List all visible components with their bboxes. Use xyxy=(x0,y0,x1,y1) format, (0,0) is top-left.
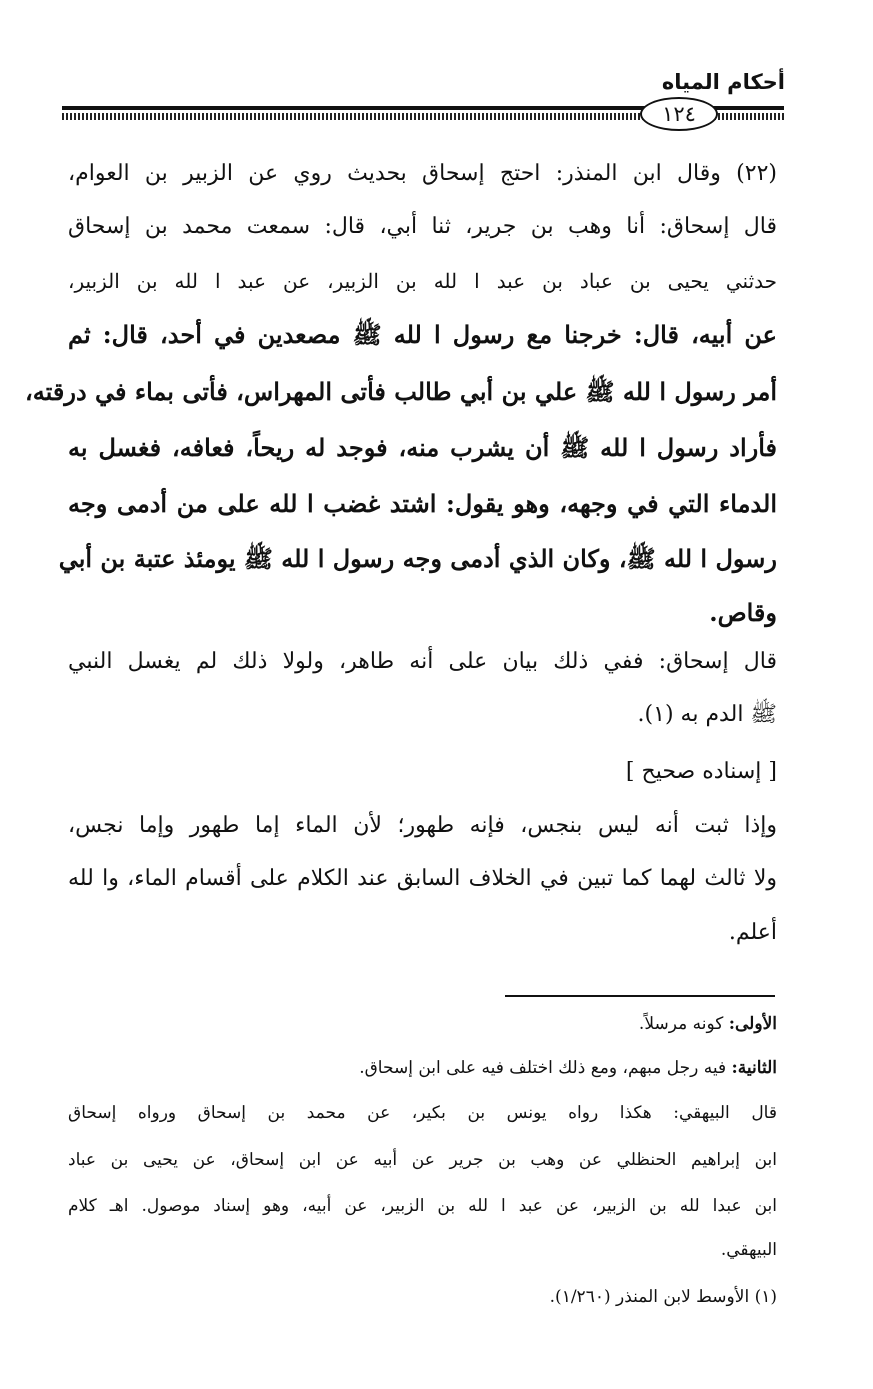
body-line: قال إسحاق: أنا وهب بن جرير، ثنا أبي، قال: سمعت محمد بن إسحاق xyxy=(68,214,777,239)
hadith-line: أمر رسول ا لله ﷺ علي بن أبي طالب فأتى المهراس، فأتى بماء في درقته، xyxy=(25,377,777,406)
footnote-line: قال البيهقي: هكذا رواه يونس بن بكير، عن محمد بن إسحاق ورواه إسحاق xyxy=(68,1103,777,1123)
hadith-line: الدماء التي في وجهه، وهو يقول: اشتد غضب ا لله على من أدمى وجه xyxy=(68,489,777,518)
footnote-label: الثانية: xyxy=(731,1058,777,1078)
body-line: (٢٢) وقال ابن المنذر: احتج إسحاق بحديث روي عن الزبير بن العوام، xyxy=(68,161,777,186)
grading-note: [ إسناده صحيح ] xyxy=(625,759,777,784)
body-line: وإذا ثبت أنه ليس بنجس، فإنه طهور؛ لأن الماء إما طهور وإما نجس، xyxy=(68,813,777,838)
body-line: حدثني يحيى بن عباد بن عبد ا لله بن الزبير، عن عبد ا لله بن الزبير، xyxy=(68,269,777,293)
footnote-label: الأولى: xyxy=(728,1014,777,1034)
footnote-text: كونه مرسلاً. xyxy=(638,1014,724,1034)
hadith-line: وقاص. xyxy=(709,598,777,627)
footnote-line: ابن عبدا لله بن الزبير، عن عبد ا لله بن الزبير، عن أبيه، وهو إسناد موصول. اهـ كلام xyxy=(68,1196,777,1216)
footnote-line: ابن إبراهيم الحنظلي عن وهب بن جرير عن أبيه عن ابن إسحاق، عن يحيى بن عباد xyxy=(68,1150,777,1170)
body-line: ولا ثالث لهما كما تبين في الخلاف السابق عند الكلام على أقسام الماء، وا لله xyxy=(68,866,777,891)
hadith-line: فأراد رسول ا لله ﷺ أن يشرب منه، فوجد له ريحاً، فعافه، فغسل به xyxy=(68,433,777,462)
running-header-title: أحكام المياه xyxy=(661,70,785,94)
footnote-reference: (١) الأوسط لابن المنذر (١/٢٦٠). xyxy=(549,1287,777,1307)
footnote-line: البيهقي. xyxy=(720,1240,777,1260)
footnote-second xyxy=(359,1055,777,1081)
footnote-text: فيه رجل مبهم، ومع ذلك اختلف فيه على ابن إسحاق. xyxy=(359,1058,727,1078)
body-line: ﷺ الدم به (١). xyxy=(637,702,777,727)
page-number: ١٢٤ xyxy=(640,97,718,131)
footnote-separator xyxy=(505,995,775,997)
hadith-line: رسول ا لله ﷺ، وكان الذي أدمى وجه رسول ا لله ﷺ يومئذ عتبة بن أبي xyxy=(58,544,777,573)
hadith-line: عن أبيه، قال: خرجنا مع رسول ا لله ﷺ مصعدين في أحد، قال: ثم xyxy=(68,320,777,349)
body-line: أعلم. xyxy=(728,920,777,945)
body-line: قال إسحاق: ففي ذلك بيان على أنه طاهر، ولولا ذلك لم يغسل النبي xyxy=(68,649,777,674)
footnote-first xyxy=(639,1011,777,1037)
